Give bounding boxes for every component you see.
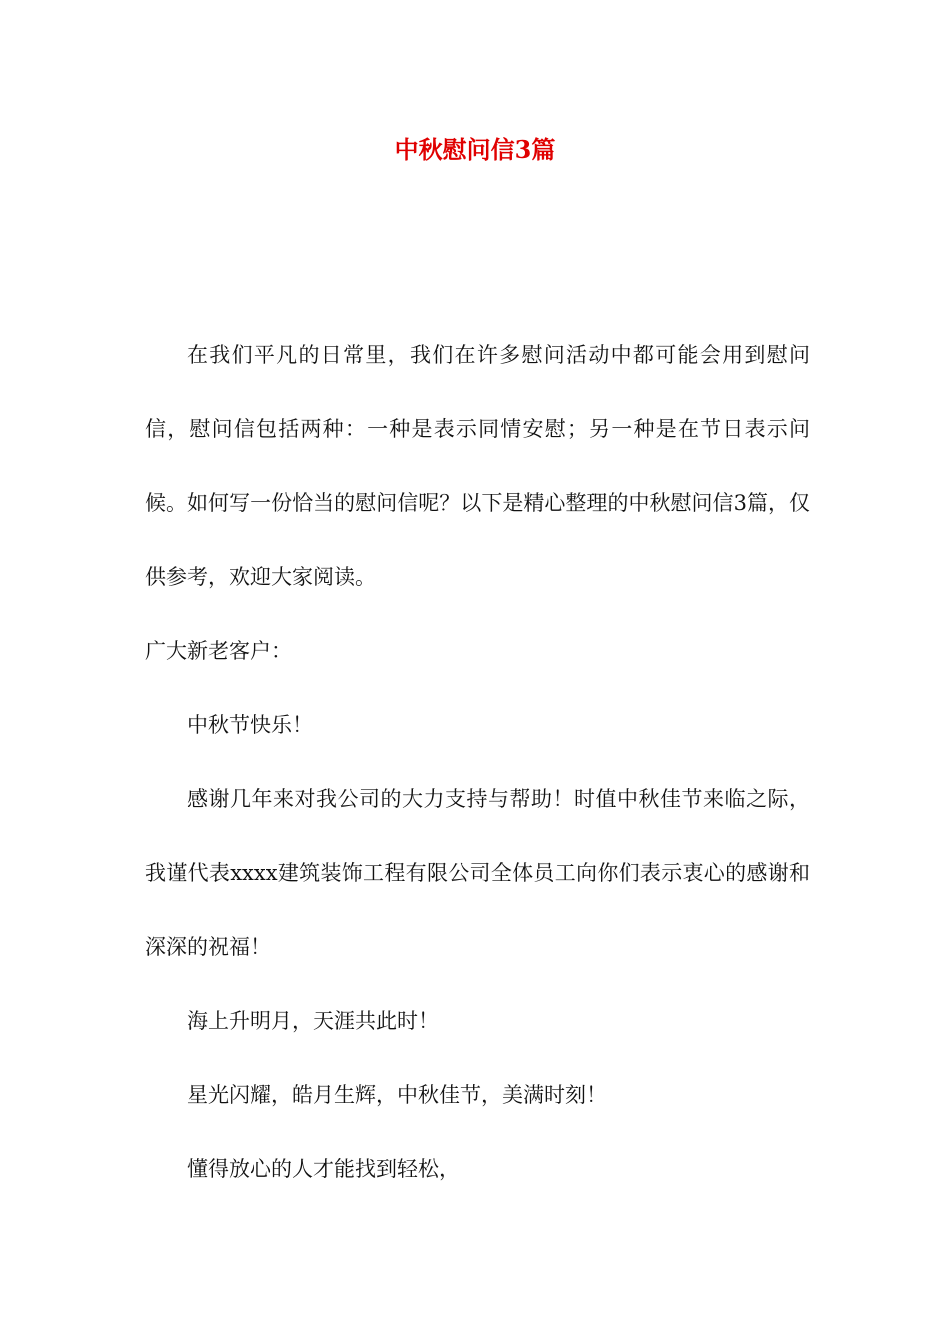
thanks-paragraph: 感谢几年来对我公司的大力支持与帮助！时值中秋佳节来临之际，我谨代表xxxx建筑装饰工程有限公司全体员工向你们表示衷心的感谢和深深的祝福！ — [145, 787, 810, 959]
salutation: 广大新老客户： — [145, 639, 292, 663]
verse-line-1: 海上升明月，天涯共此时！ — [187, 1009, 439, 1033]
greeting-line: 中秋节快乐！ — [187, 713, 313, 737]
verse-line-2: 星光闪耀，皓月生辉，中秋佳节，美满时刻！ — [187, 1083, 607, 1107]
document-title: 中秋慰问信3篇 — [394, 135, 556, 164]
document-body — [145, 318, 810, 1206]
intro-paragraph: 在我们平凡的日常里，我们在许多慰问活动中都可能会用到慰问信，慰问信包括两种：一种是表示同情安慰；另一种是在节日表示问候。如何写一份恰当的慰问信呢？以下是精心整理的中秋慰问信3篇，仅供参考，欢迎大家阅读。 — [145, 343, 810, 589]
verse-line-3: 懂得放心的人才能找到轻松， — [187, 1157, 460, 1181]
